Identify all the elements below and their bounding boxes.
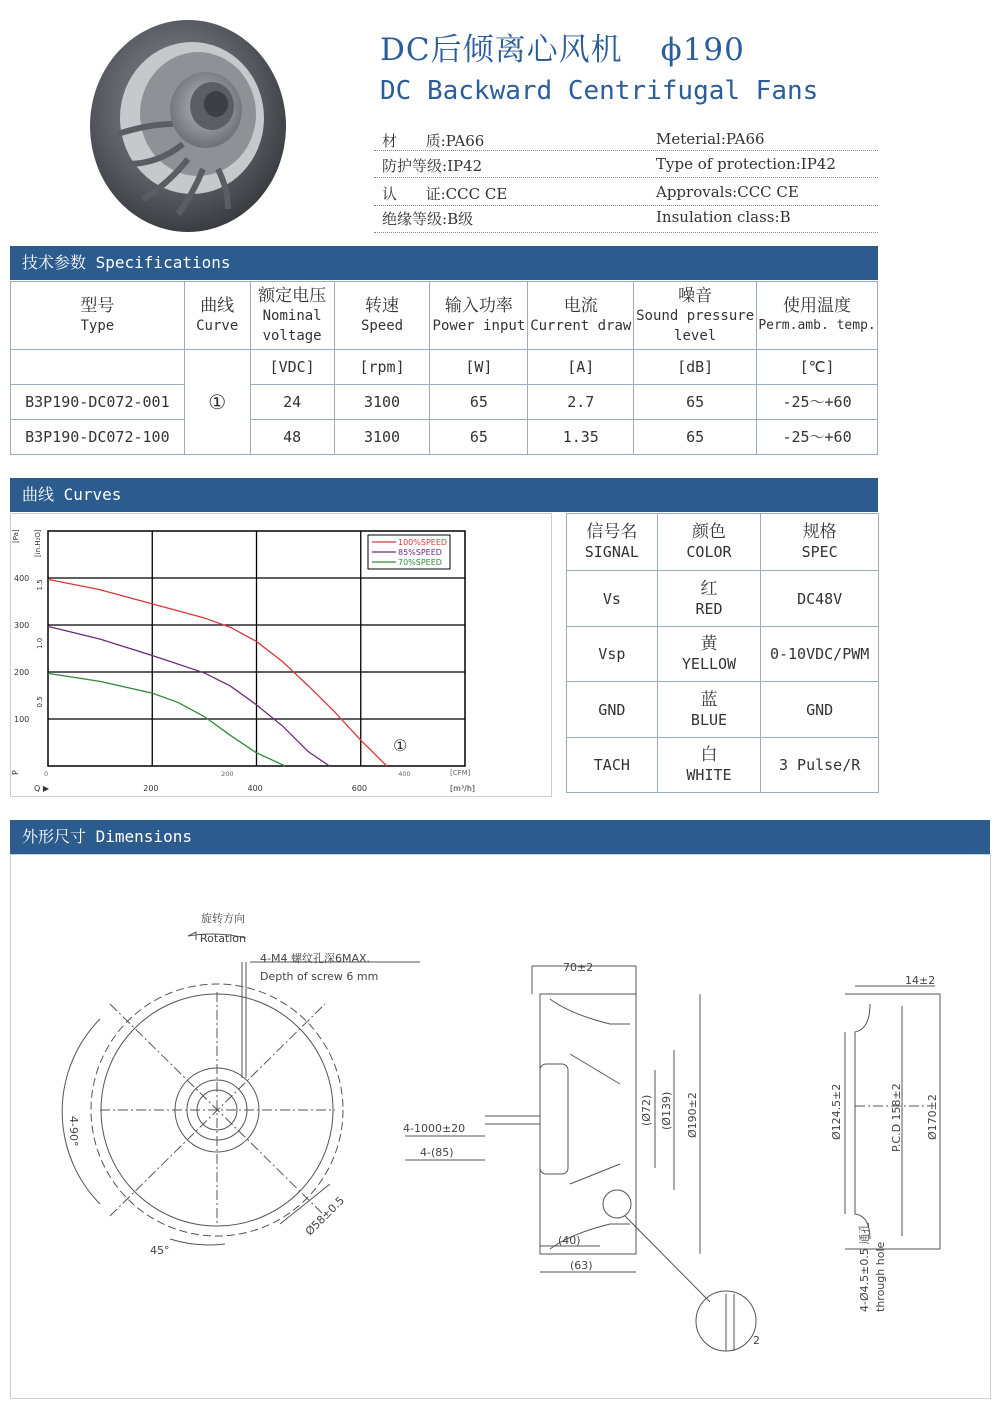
d40-label: (40) bbox=[558, 1234, 581, 1247]
x2-axis-label: [CFM] bbox=[450, 769, 471, 777]
y2-axis-label: [in.H₂O] bbox=[34, 529, 42, 557]
x2-tick-label: 0 bbox=[44, 770, 49, 778]
x-tick-label: 600 bbox=[351, 784, 368, 793]
material-label-cn: 材 质:PA66 bbox=[382, 132, 485, 150]
lead-strip-label: 4-(85) bbox=[420, 1146, 454, 1159]
pcd-label: P.C.D 158±2 bbox=[890, 1083, 903, 1152]
d124-label: Ø124.5±2 bbox=[830, 1083, 843, 1140]
table-row: TACH 白 WHITE 3 Pulse/R bbox=[567, 738, 879, 793]
approvals-label-cn: 认 证:CCC CE bbox=[382, 185, 508, 203]
rotation-label-cn: 旋转方向 bbox=[201, 912, 245, 925]
legend-label: 70%SPEED bbox=[398, 558, 442, 567]
rotation-label-en: Rotation bbox=[200, 932, 247, 945]
header-speed: 转速 Speed bbox=[334, 282, 430, 350]
curve-number-label: ① bbox=[393, 736, 408, 755]
spec-header-row bbox=[11, 282, 878, 350]
x2-tick-label: 200 bbox=[221, 770, 234, 778]
y-tick-label: 300 bbox=[14, 621, 30, 630]
y2-tick-label: 0.5 bbox=[36, 696, 44, 708]
header-current: 电流 Current draw bbox=[528, 282, 634, 350]
series-line-70%SPEED bbox=[48, 673, 285, 766]
material-label-en: Meterial:PA66 bbox=[656, 130, 765, 148]
header-signal: 信号名 SIGNAL bbox=[567, 514, 658, 571]
angle-45-label: 45° bbox=[150, 1244, 170, 1257]
d190-label: Ø190±2 bbox=[686, 1092, 699, 1138]
x-tick-label: 400 bbox=[247, 784, 263, 793]
screw-label-en: Depth of screw 6 mm bbox=[260, 970, 379, 983]
d170-label: Ø170±2 bbox=[926, 1094, 939, 1140]
protection-label-en: Type of protection:IP42 bbox=[656, 155, 836, 173]
dimensions-section-header: 外形尺寸 Dimensions bbox=[10, 820, 990, 854]
header-color: 颜色 COLOR bbox=[657, 514, 761, 571]
y-tick-label: 100 bbox=[14, 715, 30, 724]
table-row: B3P190-DC072-100 48 3100 65 1.35 65 -25～+60 bbox=[11, 420, 878, 455]
y-axis-label: [Pa] bbox=[12, 529, 20, 543]
y-tick-label: 400 bbox=[14, 574, 30, 583]
y-axis-letter: P bbox=[11, 770, 20, 775]
header-power: 输入功率 Power input bbox=[430, 282, 528, 350]
spec-units-row: ① [VDC] [rpm] [W] [A] [dB] [℃] bbox=[11, 350, 878, 385]
x-tick-label: 200 bbox=[143, 784, 159, 793]
x2-tick-label: 400 bbox=[398, 770, 411, 778]
performance-chart bbox=[10, 513, 550, 795]
d72-label: (Ø72) bbox=[640, 1094, 653, 1126]
x-axis-letter: Q ▶ bbox=[34, 784, 49, 793]
specifications-table bbox=[10, 281, 878, 455]
table-row: B3P190-DC072-001 24 3100 65 2.7 65 -25～+60 bbox=[11, 385, 878, 420]
header-noise: 噪音 Sound pressure level bbox=[634, 282, 757, 350]
series-line-100%SPEED bbox=[48, 579, 387, 766]
page-title-en: DC Backward Centrifugal Fans bbox=[380, 76, 819, 106]
table-row: Vs 红 RED DC48V bbox=[567, 571, 879, 627]
curves-section-header: 曲线 Curves bbox=[10, 478, 878, 512]
hole-label-cn: 4-Ø4.5±0.5 通孔 bbox=[858, 1222, 871, 1312]
d139-label: (Ø139) bbox=[660, 1091, 673, 1130]
protection-label-cn: 防护等级:IP42 bbox=[382, 157, 483, 175]
specifications-section-header: 技术参数 Specifications bbox=[10, 246, 878, 280]
signal-header-row bbox=[567, 514, 879, 571]
d58-label: Ø58±0.5 bbox=[302, 1194, 348, 1239]
x-axis-label: [m³/h] bbox=[450, 784, 476, 793]
y-tick-label: 200 bbox=[14, 668, 30, 677]
curve-mark: ① bbox=[184, 350, 250, 455]
table-row: Vsp 黄 YELLOW 0-10VDC/PWM bbox=[567, 627, 879, 682]
series-line-85%SPEED bbox=[48, 626, 329, 766]
legend-label: 85%SPEED bbox=[398, 548, 442, 557]
dimension-drawing bbox=[10, 854, 990, 1397]
screw-label-cn: 4-M4 螺纹孔深6MAX. bbox=[260, 952, 370, 965]
hole-label-en: through hole bbox=[874, 1241, 887, 1312]
w70-label: 70±2 bbox=[563, 961, 594, 974]
lead-length-label: 4-1000±20 bbox=[403, 1122, 466, 1135]
insulation-label-en: Insulation class:B bbox=[656, 208, 791, 226]
d63-label: (63) bbox=[570, 1259, 593, 1272]
w14-label: 14±2 bbox=[905, 974, 936, 987]
approvals-label-en: Approvals:CCC CE bbox=[656, 183, 799, 201]
signal-table bbox=[566, 513, 879, 793]
page-title-cn: DC后倾离心风机 ϕ190 bbox=[380, 32, 745, 68]
angle-90-label: 4-90° bbox=[67, 1116, 80, 1147]
header-temp: 使用温度 Perm.amb. temp. bbox=[757, 282, 878, 350]
detail-2-label: 2 bbox=[753, 1334, 760, 1347]
header-curve: 曲线 Curve bbox=[184, 282, 250, 350]
table-row: GND 蓝 BLUE GND bbox=[567, 682, 879, 738]
legend-label: 100%SPEED bbox=[398, 538, 448, 547]
y2-tick-label: 1.0 bbox=[36, 637, 44, 649]
header-type: 型号 Type bbox=[11, 282, 185, 350]
header-voltage: 额定电压 Nominal voltage bbox=[250, 282, 334, 350]
insulation-label-cn: 绝缘等级:B级 bbox=[382, 210, 474, 228]
header-spec: 规格 SPEC bbox=[761, 514, 879, 571]
y2-tick-label: 1.5 bbox=[36, 579, 44, 591]
fan-product-image bbox=[88, 14, 288, 234]
